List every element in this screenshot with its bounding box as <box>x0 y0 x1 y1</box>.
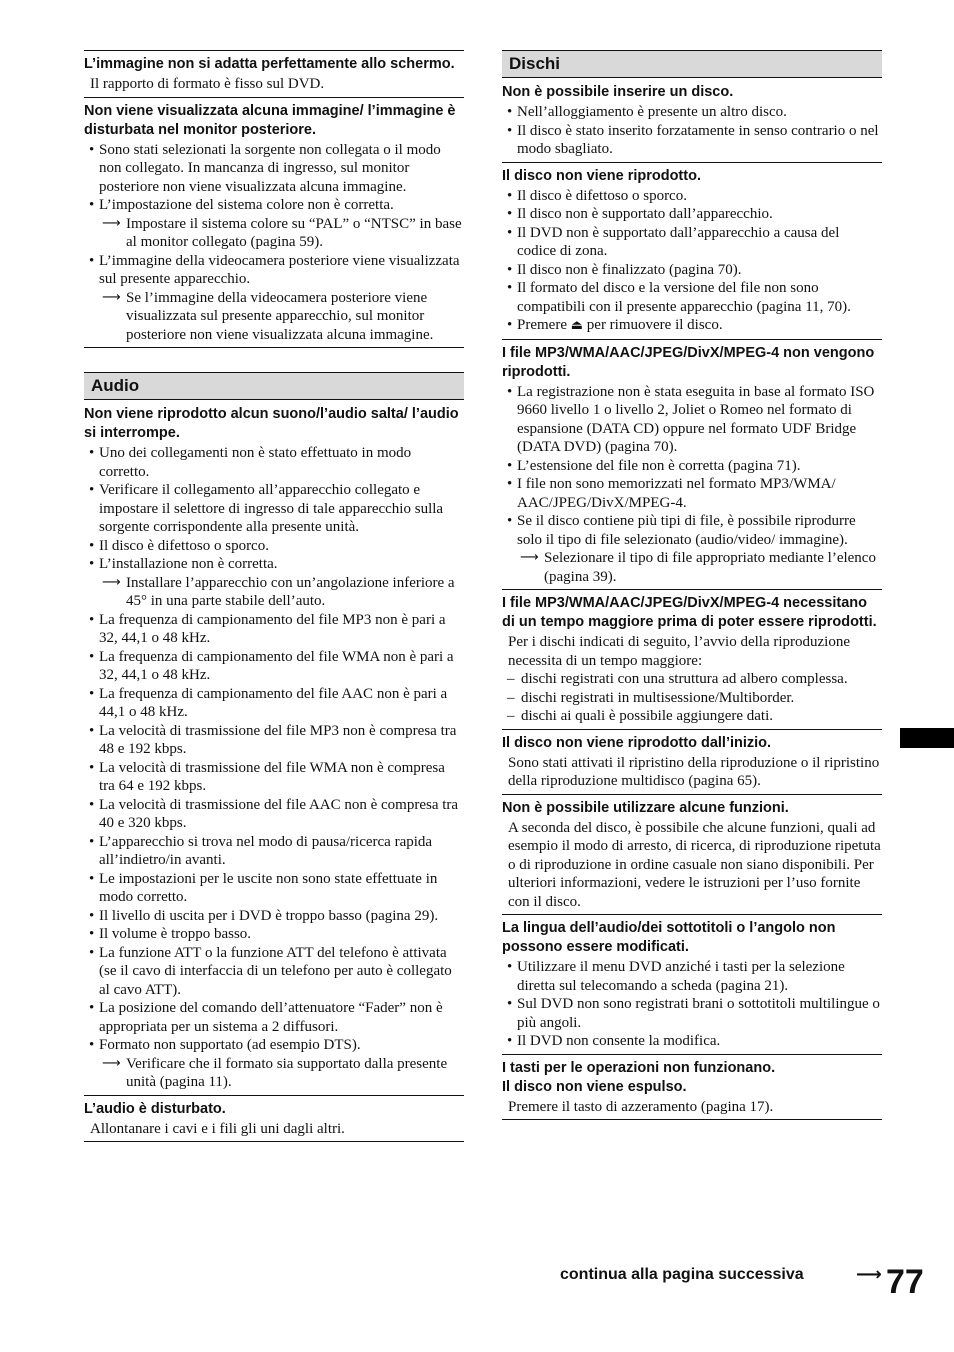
entry-functions-unavailable <box>502 795 882 916</box>
bullet-list <box>84 611 464 1055</box>
list-item: • Il volume è troppo basso. <box>84 925 464 944</box>
list-item: • La posizione del comando dell’attenuatore “Fader” non è appropriata per un sistema a 2 diffusori. <box>84 999 464 1036</box>
list-item: • La velocità di trasmissione del file WMA non è compresa tra 64 e 192 kbps. <box>84 759 464 796</box>
entry-question: L’immagine non si adatta perfettamente allo schermo. <box>84 56 455 72</box>
entry-question: Il disco non viene riprodotto dall’inizio. <box>502 734 772 751</box>
entry-files-not-playing <box>502 340 882 591</box>
right-column <box>502 50 882 1120</box>
bullet-list <box>84 141 464 215</box>
entry-audio-noise <box>84 1096 464 1143</box>
entry-paragraph: Sono stati attivati il ripristino della riproduzione o il ripristino della riproduzione multidisco (pagina 65). <box>508 754 880 789</box>
bullet-list <box>84 252 464 289</box>
arrow-right-icon: ⟶ <box>102 1055 121 1071</box>
left-column <box>84 50 464 1142</box>
list-item: • Verificare il collegamento all’apparecchio collegato e impostare il selettore di ingresso di tale apparecchio sulla sorgente corrispondente alla presente unità. <box>84 481 464 537</box>
solution-text: Selezionare il tipo di file appropriato mediante l’elenco (pagina 39). <box>544 550 876 585</box>
list-item: • Utilizzare il menu DVD anziché i tasti per la selezione diretta sul telecomando a scheda (pagina 21). <box>502 958 882 995</box>
question-line-1: I tasti per le operazioni non funzionano. <box>502 1059 776 1076</box>
list-item: • Il DVD non consente la modifica. <box>502 1032 882 1051</box>
entry-buttons-eject <box>502 1055 882 1121</box>
list-item: • La funzione ATT o la funzione ATT del telefono è attivata (se il cavo di interfaccia di un telefono per auto è collegato al cavo ATT). <box>84 944 464 1000</box>
solution-line <box>84 574 464 611</box>
bullet-list <box>502 958 882 1051</box>
list-item: • Le impostazioni per le uscite non sono state effettuate in modo corretto. <box>84 870 464 907</box>
arrow-right-icon: ⟶ <box>102 289 121 305</box>
solution-text: Se l’immagine della videocamera posteriore viene visualizzata sul presente apparecchio, sul monitor posteriore non viene visualizzata alcuna immagine. <box>126 289 434 343</box>
list-item: • Sono stati selezionati la sorgente non collegata o il modo non collegato. In mancanza di ingresso, sul monitor posteriore non viene visualizzata alcuna immagine. <box>84 141 464 197</box>
bullet-list <box>84 444 464 574</box>
entry-files-slow <box>502 590 882 730</box>
entry-not-from-start <box>502 730 882 795</box>
entry-question: I file MP3/WMA/AAC/JPEG/DivX/MPEG-4 necessitano di un tempo maggiore prima di poter essere riprodotti. <box>502 595 877 630</box>
entry-paragraph: Il rapporto di formato è fisso sul DVD. <box>90 76 325 92</box>
list-item: • Il DVD non è supportato dall’apparecchio a causa del codice di zona. <box>502 224 882 261</box>
solution-line <box>84 289 464 345</box>
entry-aspect-ratio <box>84 50 464 98</box>
continue-next-page-text: continua alla pagina successiva <box>560 1266 804 1283</box>
entry-disc-not-playing <box>502 163 882 340</box>
list-item: • Sul DVD non sono registrati brani o sottotitoli multilingue o più angoli. <box>502 995 882 1032</box>
question-line-2: Il disco non viene espulso. <box>502 1078 687 1095</box>
list-item: • La registrazione non è stata eseguita in base al formato ISO 9660 livello 1 o livello 2, Joliet o Romeo nel formato di espansione (DATA CD) oppure nel formato UDF Bridge (DATA DVD) (pagina 70). <box>502 383 882 457</box>
entry-disc-insert <box>502 83 882 163</box>
list-item: • Uno dei collegamenti non è stato effettuato in modo corretto. <box>84 444 464 481</box>
list-item: • L’apparecchio si trova nel modo di pausa/ricerca rapida all’indietro/in avanti. <box>84 833 464 870</box>
list-item: • Formato non supportato (ad esempio DTS). <box>84 1036 464 1055</box>
list-item: • La frequenza di campionamento del file MP3 non è pari a 32, 44,1 o 48 kHz. <box>84 611 464 648</box>
page-number: 77 <box>886 1263 924 1301</box>
entry-no-sound <box>84 405 464 1096</box>
bullet-list <box>502 383 882 550</box>
entry-paragraph: Allontanare i cavi e i fili gli uni dagli altri. <box>90 1120 345 1137</box>
list-item: • L’immagine della videocamera posteriore viene visualizzata sul presente apparecchio. <box>84 252 464 289</box>
entry-question: Non è possibile inserire un disco. <box>502 84 734 100</box>
list-item: • I file non sono memorizzati nel formato MP3/WMA/ AAC/JPEG/DivX/MPEG-4. <box>502 475 882 512</box>
list-item: – dischi registrati in multisessione/Multiborder. <box>502 689 882 708</box>
list-item: • La velocità di trasmissione del file MP3 non è compresa tra 48 e 192 kbps. <box>84 722 464 759</box>
list-item: • Nell’alloggiamento è presente un altro disco. <box>502 103 882 122</box>
entry-paragraph: Premere il tasto di azzeramento (pagina 17). <box>508 1098 774 1115</box>
section-header-dischi: Dischi <box>502 50 882 78</box>
entry-question <box>502 1059 882 1097</box>
entry-question: Non viene riprodotto alcun suono/l’audio salta/ l’audio si interrompe. <box>84 406 459 441</box>
list-item-eject <box>502 316 882 336</box>
entry-paragraph: Per i dischi indicati di seguito, l’avvio della riproduzione necessita di un tempo maggiore: <box>508 634 851 669</box>
entry-question: Non è possibile utilizzare alcune funzioni. <box>502 799 789 816</box>
eject-icon: ⏏ <box>570 318 584 333</box>
side-tab-marker <box>900 728 954 748</box>
entry-question: L’audio è disturbato. <box>84 1100 226 1117</box>
solution-line <box>502 549 882 586</box>
list-item: • La frequenza di campionamento del file AAC non è pari a 44,1 o 48 kHz. <box>84 685 464 722</box>
solution-line <box>84 1055 464 1092</box>
arrow-right-icon: ⟶ <box>102 574 121 590</box>
arrow-right-icon: ⟶ <box>856 1264 882 1285</box>
solution-line <box>84 215 464 252</box>
eject-text-after: per rimuovere il disco. <box>586 317 723 333</box>
eject-text-before: Premere <box>517 317 567 333</box>
bullet-list <box>502 103 882 159</box>
entry-language-angle <box>502 915 882 1055</box>
list-item: • La frequenza di campionamento del file WMA non è pari a 32, 44,1 o 48 kHz. <box>84 648 464 685</box>
entry-question: Il disco non viene riprodotto. <box>502 167 701 184</box>
list-item: • Il disco è difettoso o sporco. <box>502 187 882 206</box>
list-item: • Se il disco contiene più tipi di file, è possibile riprodurre solo il tipo di file selezionato (audio/video/ immagine). <box>502 512 882 549</box>
list-item: • L’impostazione del sistema colore non è corretta. <box>84 196 464 215</box>
list-item: • L’installazione non è corretta. <box>84 555 464 574</box>
list-item: • La velocità di trasmissione del file AAC non è compresa tra 40 e 320 kbps. <box>84 796 464 833</box>
list-item: – dischi registrati con una struttura ad albero complessa. <box>502 670 882 689</box>
list-item: • Il disco è difettoso o sporco. <box>84 537 464 556</box>
arrow-right-icon: ⟶ <box>102 215 121 231</box>
entry-question: Non viene visualizzata alcuna immagine/ l’immagine è disturbata nel monitor posteriore. <box>84 102 456 138</box>
list-item: • Il disco è stato inserito forzatamente in senso contrario o nel modo sbagliato. <box>502 122 882 159</box>
arrow-right-icon: ⟶ <box>520 550 539 565</box>
list-item: • L’estensione del file non è corretta (pagina 71). <box>502 457 882 476</box>
list-item: • Il livello di uscita per i DVD è troppo basso (pagina 29). <box>84 907 464 926</box>
list-item: – dischi ai quali è possibile aggiungere dati. <box>502 707 882 726</box>
solution-text: Verificare che il formato sia supportato dalla presente unità (pagina 11). <box>126 1055 448 1090</box>
list-item: • Il disco non è finalizzato (pagina 70). <box>502 261 882 280</box>
bullet-list <box>502 187 882 336</box>
solution-text: Installare l’apparecchio con un’angolazione inferiore a 45° in una parte stabile dell’auto. <box>126 574 455 609</box>
entry-question: I file MP3/WMA/AAC/JPEG/DivX/MPEG-4 non vengono riprodotti. <box>502 344 875 380</box>
entry-paragraph: A seconda del disco, è possibile che alcune funzioni, quali ad esempio il modo di arresto, di ricerca, di riproduzione ripetuta o di riproduzione in ordine casuale non siano disponibili. Per ulteriori informazioni, vedere le istruzioni per l’uso fornite con il disco. <box>508 819 881 910</box>
entry-question: La lingua dell’audio/dei sottotitoli o l’angolo non possono essere modificati. <box>502 920 836 955</box>
section-header-audio: Audio <box>84 372 464 400</box>
solution-text: Impostare il sistema colore su “PAL” o “NTSC” in base al monitor collegato (pagina 59). <box>126 215 462 250</box>
entry-rear-monitor <box>84 98 464 349</box>
list-item: • Il disco non è supportato dall’apparecchio. <box>502 205 882 224</box>
dash-list <box>502 670 882 726</box>
list-item: • Il formato del disco e la versione del file non sono compatibili con il presente apparecchio (pagina 11, 70). <box>502 279 882 316</box>
